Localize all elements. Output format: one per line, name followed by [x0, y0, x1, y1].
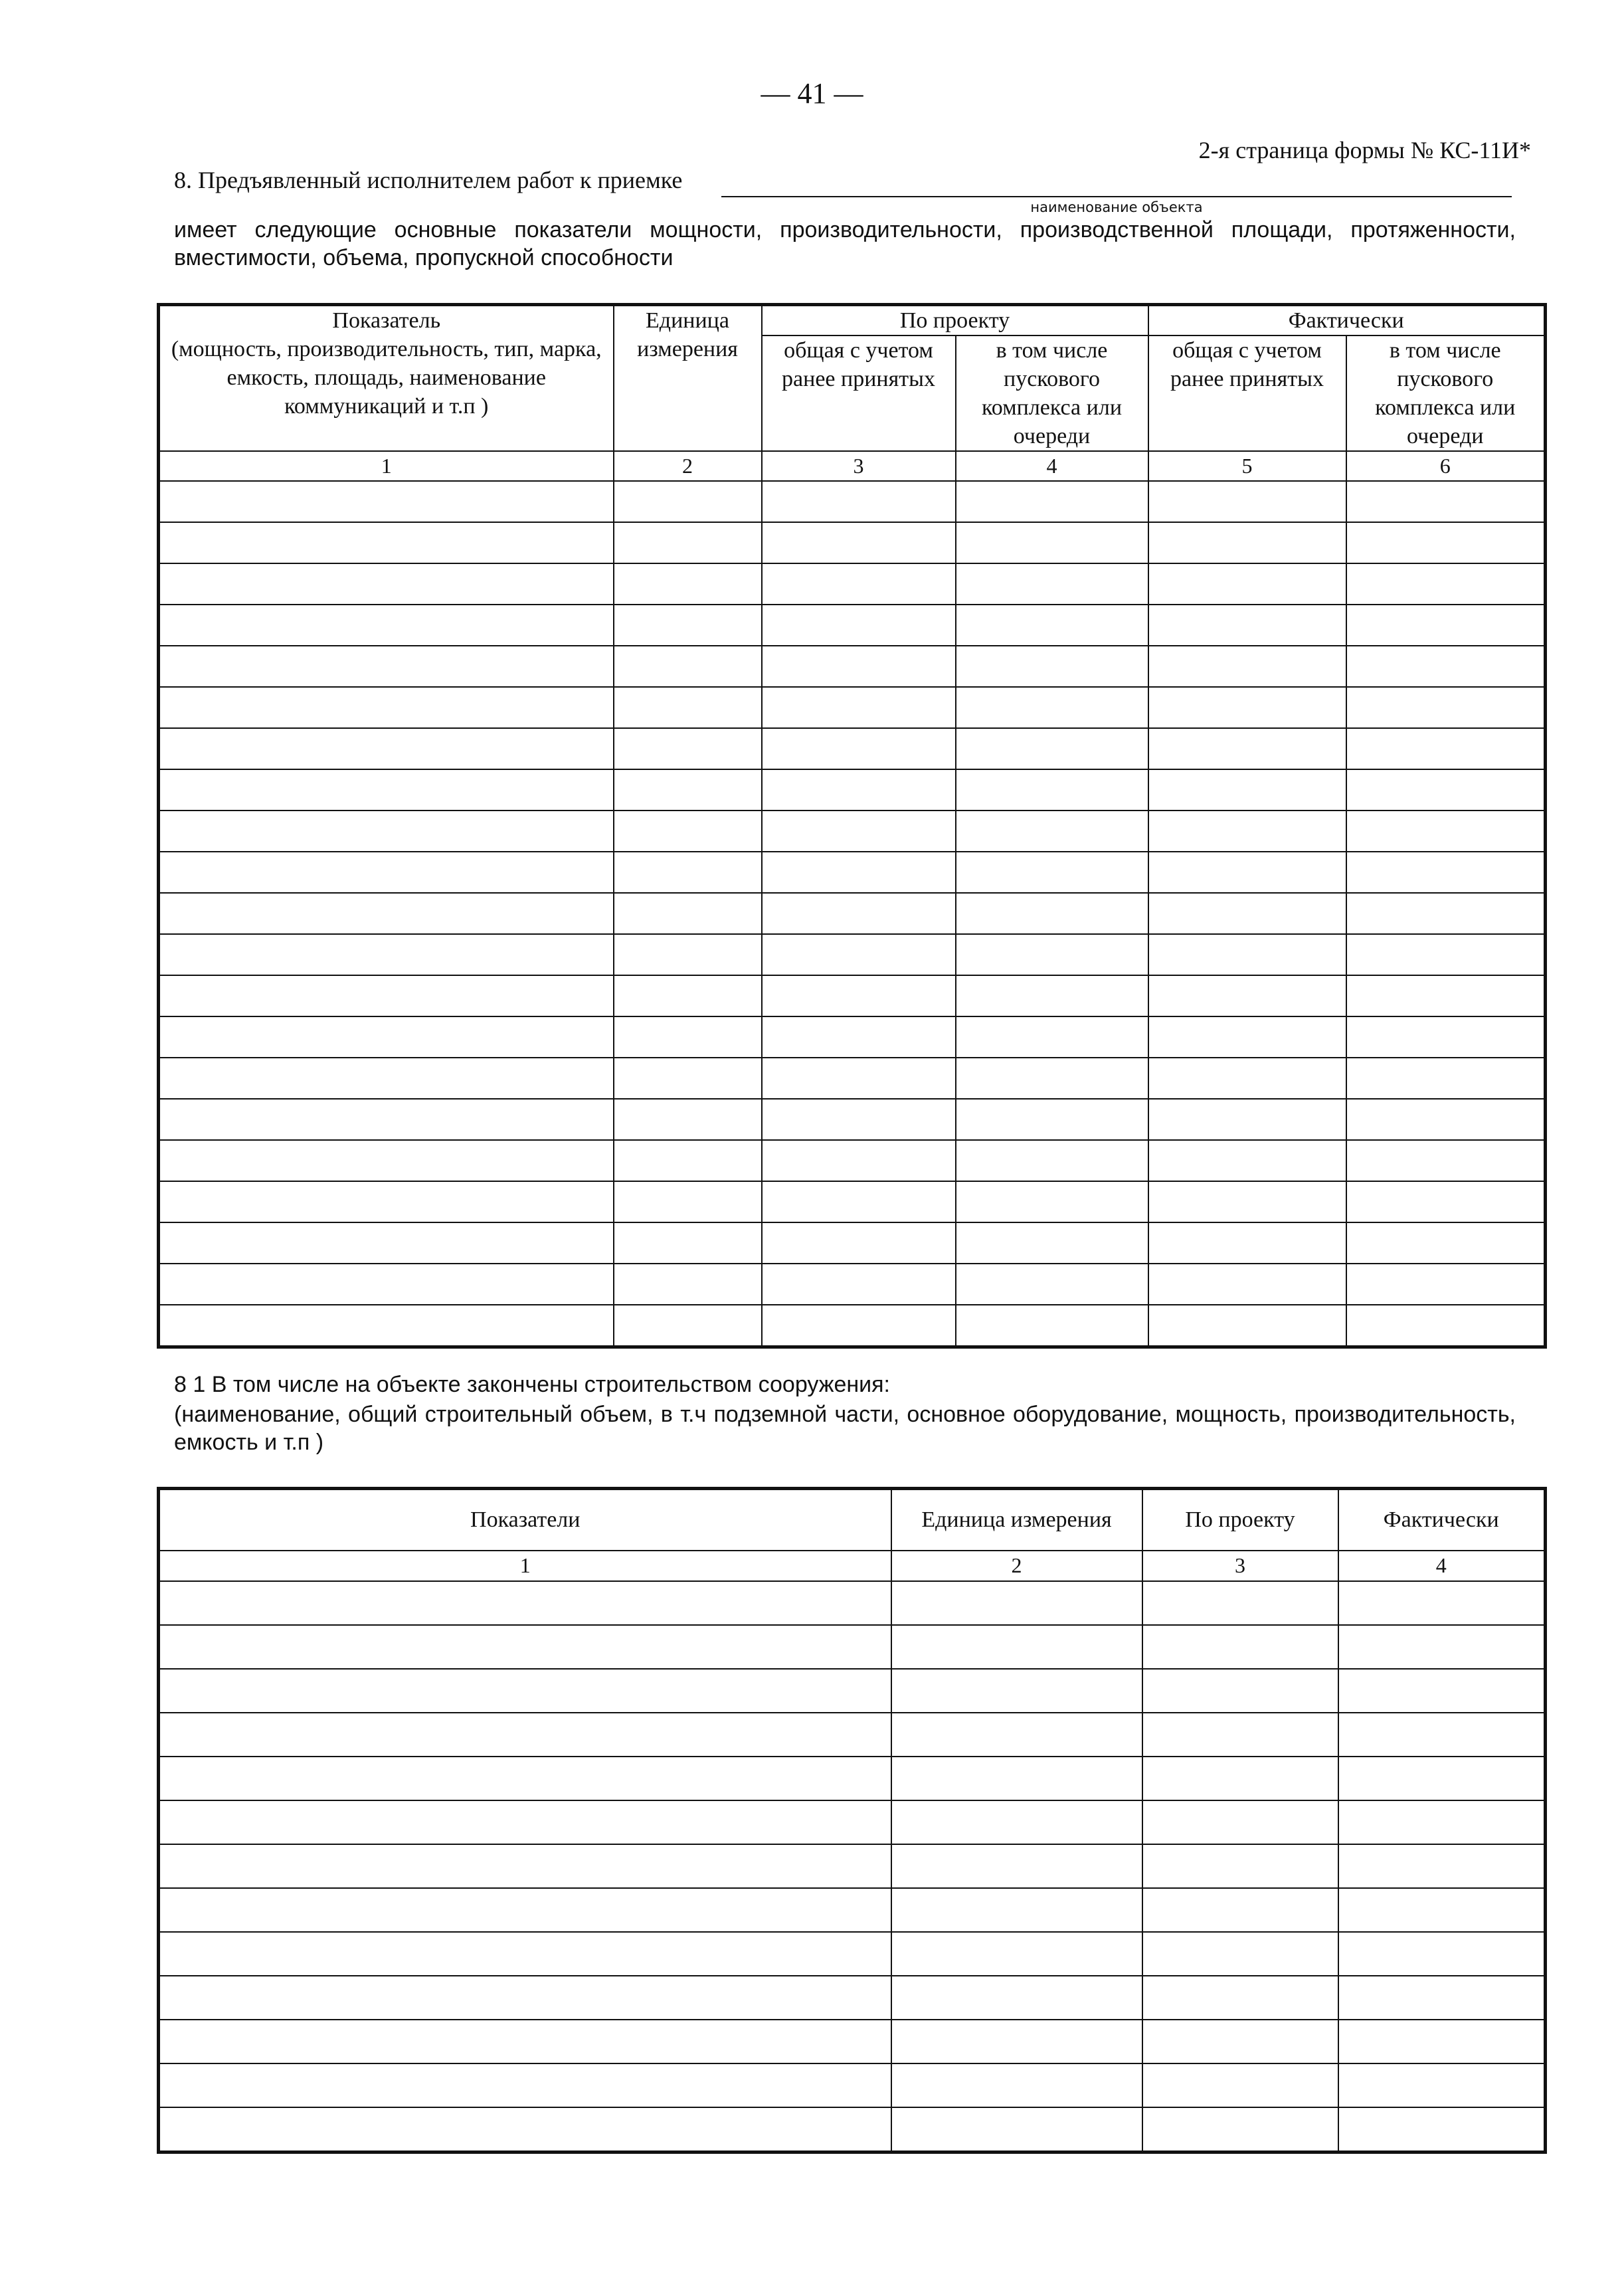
table-cell[interactable]: [1148, 1016, 1346, 1058]
table-cell[interactable]: [1338, 2020, 1546, 2063]
table-cell[interactable]: [1338, 2063, 1546, 2107]
table-row: [159, 769, 1546, 811]
table-cell[interactable]: [1346, 1140, 1546, 1181]
table-cell[interactable]: [956, 852, 1148, 893]
table-cell[interactable]: [1346, 1222, 1546, 1264]
table-cell[interactable]: [1142, 2020, 1338, 2063]
table-row: [159, 1888, 1546, 1932]
table-cell[interactable]: [762, 1016, 956, 1058]
table-row: [159, 646, 1546, 687]
table-row: [159, 1757, 1546, 1800]
header-unit: Единица измерения: [614, 305, 762, 452]
table-cell[interactable]: [159, 811, 614, 852]
table-cell[interactable]: [614, 1099, 762, 1140]
table-cell[interactable]: [1148, 1222, 1346, 1264]
table-cell[interactable]: [762, 769, 956, 811]
header-by-project: По проекту: [1142, 1489, 1338, 1551]
table-cell[interactable]: [956, 1058, 1148, 1099]
table-cell[interactable]: [159, 1581, 891, 1625]
table-cell[interactable]: [159, 1800, 891, 1844]
table-row: [159, 1305, 1546, 1347]
table-cell[interactable]: [159, 1713, 891, 1757]
table-cell[interactable]: [1148, 852, 1346, 893]
table-row: [159, 1932, 1546, 1976]
table-cell[interactable]: [614, 522, 762, 563]
table-row: [159, 687, 1546, 728]
table-row: [159, 563, 1546, 605]
table-cell[interactable]: [891, 1976, 1142, 2020]
table-cell[interactable]: [956, 522, 1148, 563]
column-number: 1: [159, 451, 614, 481]
table-cell[interactable]: [614, 1016, 762, 1058]
table-row: [159, 605, 1546, 646]
table-cell[interactable]: [1346, 563, 1546, 605]
table-cell[interactable]: [159, 1222, 614, 1264]
table-cell[interactable]: [1346, 852, 1546, 893]
table-cell[interactable]: [762, 852, 956, 893]
table-cell[interactable]: [891, 1581, 1142, 1625]
table-cell[interactable]: [1346, 481, 1546, 522]
header-by-project: По проекту: [762, 305, 1148, 336]
form-reference: 2-я страница формы № КС-11И*: [1198, 137, 1531, 163]
table-cell[interactable]: [762, 1140, 956, 1181]
table-cell[interactable]: [1346, 728, 1546, 769]
table-cell[interactable]: [762, 1058, 956, 1099]
table-cell[interactable]: [159, 2107, 891, 2152]
table-cell[interactable]: [614, 563, 762, 605]
table-cell[interactable]: [159, 1888, 891, 1932]
table-cell[interactable]: [159, 893, 614, 934]
column-number: 5: [1148, 451, 1346, 481]
table-cell[interactable]: [1346, 811, 1546, 852]
table-cell[interactable]: [159, 728, 614, 769]
table-cell[interactable]: [956, 605, 1148, 646]
table-cell[interactable]: [891, 1625, 1142, 1669]
table-cell[interactable]: [1346, 646, 1546, 687]
table-cell[interactable]: [1338, 1932, 1546, 1976]
header-project-total: общая с учетом ранее принятых: [762, 335, 956, 451]
table-cell[interactable]: [159, 646, 614, 687]
table-row: [159, 1222, 1546, 1264]
table-cell[interactable]: [891, 1932, 1142, 1976]
table-cell[interactable]: [159, 563, 614, 605]
table-cell[interactable]: [159, 1976, 891, 2020]
table-row: [159, 1140, 1546, 1181]
table-row: [159, 893, 1546, 934]
table-row: [159, 1264, 1546, 1305]
table-cell[interactable]: [956, 563, 1148, 605]
table-cell[interactable]: [159, 852, 614, 893]
table-cell[interactable]: [1142, 1625, 1338, 1669]
table-cell[interactable]: [1346, 522, 1546, 563]
table-cell[interactable]: [1346, 1305, 1546, 1347]
table-cell[interactable]: [159, 1181, 614, 1222]
table-row: [159, 728, 1546, 769]
table-cell[interactable]: [1142, 2063, 1338, 2107]
table-cell[interactable]: [956, 893, 1148, 934]
table-cell[interactable]: [762, 1181, 956, 1222]
table-cell[interactable]: [1346, 893, 1546, 934]
table-cell[interactable]: [956, 687, 1148, 728]
table-row: [159, 1099, 1546, 1140]
table-cell[interactable]: [1148, 769, 1346, 811]
table-cell[interactable]: [614, 893, 762, 934]
table-cell[interactable]: [1142, 1932, 1338, 1976]
table-cell[interactable]: [762, 605, 956, 646]
table-cell[interactable]: [1346, 1264, 1546, 1305]
table-row: [159, 1181, 1546, 1222]
table-cell[interactable]: [956, 934, 1148, 975]
table-cell[interactable]: [614, 1222, 762, 1264]
column-number-row: [159, 451, 1546, 481]
table-cell[interactable]: [762, 934, 956, 975]
table-cell[interactable]: [614, 934, 762, 975]
table-cell[interactable]: [956, 975, 1148, 1016]
table-cell[interactable]: [1148, 1305, 1346, 1347]
table-cell[interactable]: [159, 2063, 891, 2107]
column-number: 1: [159, 1551, 891, 1581]
table-cell[interactable]: [1148, 1181, 1346, 1222]
page-number: — 41 —: [761, 77, 863, 110]
table-cell[interactable]: [891, 1669, 1142, 1713]
table-cell[interactable]: [1148, 1099, 1346, 1140]
table-cell[interactable]: [1338, 1713, 1546, 1757]
table-cell[interactable]: [1346, 1099, 1546, 1140]
table-cell[interactable]: [1338, 1757, 1546, 1800]
table-row: [159, 811, 1546, 852]
table-cell[interactable]: [762, 481, 956, 522]
table-cell[interactable]: [1142, 1888, 1338, 1932]
table-row: [159, 1713, 1546, 1757]
table-cell[interactable]: [891, 1844, 1142, 1888]
column-number-row: [159, 1551, 1546, 1581]
table-cell[interactable]: [1148, 1140, 1346, 1181]
table-cell[interactable]: [614, 1181, 762, 1222]
table-cell[interactable]: [956, 769, 1148, 811]
table-cell[interactable]: [1338, 1976, 1546, 2020]
table-cell[interactable]: [762, 687, 956, 728]
table-cell[interactable]: [956, 646, 1148, 687]
table-row: [159, 481, 1546, 522]
table-row: [159, 1581, 1546, 1625]
table-cell[interactable]: [159, 1932, 891, 1976]
table-cell[interactable]: [614, 646, 762, 687]
table-cell[interactable]: [614, 811, 762, 852]
table-cell[interactable]: [614, 687, 762, 728]
table-cell[interactable]: [1346, 975, 1546, 1016]
table-cell[interactable]: [956, 728, 1148, 769]
table-cell[interactable]: [614, 852, 762, 893]
table-row: [159, 1976, 1546, 2020]
table-cell[interactable]: [614, 1058, 762, 1099]
table-cell[interactable]: [762, 646, 956, 687]
table-cell[interactable]: [891, 1800, 1142, 1844]
table-cell[interactable]: [956, 1140, 1148, 1181]
column-number: 3: [762, 451, 956, 481]
table-cell[interactable]: [614, 1264, 762, 1305]
table-cell[interactable]: [159, 687, 614, 728]
table-cell[interactable]: [159, 1016, 614, 1058]
table-cell[interactable]: [956, 1181, 1148, 1222]
table-cell[interactable]: [159, 1625, 891, 1669]
table-row: [159, 2063, 1546, 2107]
table-cell[interactable]: [1338, 1581, 1546, 1625]
table-row: [159, 1016, 1546, 1058]
table-cell[interactable]: [1346, 769, 1546, 811]
table-cell[interactable]: [1338, 1800, 1546, 1844]
indicators-table: [157, 303, 1547, 1349]
table-cell[interactable]: [762, 728, 956, 769]
table-row: [159, 1058, 1546, 1099]
table-row: [159, 2107, 1546, 2152]
table-cell[interactable]: [956, 1016, 1148, 1058]
table-row: [159, 2020, 1546, 2063]
table-cell[interactable]: [1142, 1757, 1338, 1800]
table-cell[interactable]: [1142, 1800, 1338, 1844]
section-8-1-title: 8 1 В том числе на объекте закончены строительством сооружения:: [174, 1372, 891, 1397]
table-row: [159, 934, 1546, 975]
table-cell[interactable]: [614, 728, 762, 769]
table-cell[interactable]: [762, 1264, 956, 1305]
table-cell[interactable]: [956, 1222, 1148, 1264]
table-cell[interactable]: [956, 481, 1148, 522]
table-cell[interactable]: [762, 1099, 956, 1140]
table-cell[interactable]: [1142, 1844, 1338, 1888]
header-actual-launch: в том числе пускового комплекса или очереди: [1346, 335, 1546, 451]
table-cell[interactable]: [159, 1099, 614, 1140]
column-number: 4: [1338, 1551, 1546, 1581]
table-cell[interactable]: [614, 1140, 762, 1181]
table-cell[interactable]: [1148, 522, 1346, 563]
object-name-caption: наименование объекта: [1030, 199, 1203, 215]
header-indicator-title: Показатель: [332, 308, 441, 333]
table-cell[interactable]: [614, 1305, 762, 1347]
header-actual-total: общая с учетом ранее принятых: [1148, 335, 1346, 451]
table-cell[interactable]: [956, 1305, 1148, 1347]
table-cell[interactable]: [762, 893, 956, 934]
table-row: [159, 852, 1546, 893]
table-cell[interactable]: [159, 1305, 614, 1347]
section-8-text: имеет следующие основные показатели мощности, производительности, производственной площади, протяженности, вместимости, объема, пропускной способности: [174, 217, 1516, 270]
header-unit: Единица измерения: [891, 1489, 1142, 1551]
table-cell[interactable]: [1346, 687, 1546, 728]
table-cell[interactable]: [1148, 934, 1346, 975]
table-cell[interactable]: [762, 975, 956, 1016]
header-actual: Фактически: [1338, 1489, 1546, 1551]
table-cell[interactable]: [159, 934, 614, 975]
column-number: 4: [956, 451, 1148, 481]
table-row: [159, 1800, 1546, 1844]
table-cell[interactable]: [1148, 893, 1346, 934]
table-cell[interactable]: [1346, 605, 1546, 646]
table-cell[interactable]: [762, 811, 956, 852]
table-cell[interactable]: [762, 1222, 956, 1264]
table-cell[interactable]: [159, 1844, 891, 1888]
table-cell[interactable]: [159, 605, 614, 646]
table-cell[interactable]: [1346, 1058, 1546, 1099]
table-cell[interactable]: [159, 1757, 891, 1800]
table-cell[interactable]: [1148, 975, 1346, 1016]
table-cell[interactable]: [1346, 1181, 1546, 1222]
table-cell[interactable]: [159, 1058, 614, 1099]
table-cell[interactable]: [891, 2107, 1142, 2152]
table-cell[interactable]: [1148, 811, 1346, 852]
table-cell[interactable]: [1338, 1625, 1546, 1669]
table-cell[interactable]: [1142, 1976, 1338, 2020]
table-cell[interactable]: [159, 975, 614, 1016]
table-cell[interactable]: [159, 1140, 614, 1181]
table-cell[interactable]: [1148, 646, 1346, 687]
table-cell[interactable]: [159, 1669, 891, 1713]
table-cell[interactable]: [891, 1888, 1142, 1932]
table-cell[interactable]: [956, 1264, 1148, 1305]
table-cell[interactable]: [762, 1305, 956, 1347]
table-row: [159, 522, 1546, 563]
table-cell[interactable]: [1148, 687, 1346, 728]
section-8-lead: 8. Предъявленный исполнителем работ к приемке: [174, 167, 683, 193]
table-cell[interactable]: [159, 522, 614, 563]
table-cell[interactable]: [1142, 1581, 1338, 1625]
table-cell[interactable]: [1346, 1016, 1546, 1058]
table-cell[interactable]: [614, 975, 762, 1016]
table-cell[interactable]: [614, 769, 762, 811]
column-number: 2: [614, 451, 762, 481]
column-number: 3: [1142, 1551, 1338, 1581]
table-cell[interactable]: [1142, 1713, 1338, 1757]
table-cell[interactable]: [1148, 563, 1346, 605]
table-cell[interactable]: [159, 481, 614, 522]
table-cell[interactable]: [891, 2063, 1142, 2107]
table-cell[interactable]: [1338, 1669, 1546, 1713]
table-cell[interactable]: [614, 481, 762, 522]
table-cell[interactable]: [1338, 1888, 1546, 1932]
table-cell[interactable]: [891, 2020, 1142, 2063]
column-number: 6: [1346, 451, 1546, 481]
table-cell[interactable]: [1338, 1844, 1546, 1888]
table-cell[interactable]: [1142, 2107, 1338, 2152]
table-cell[interactable]: [891, 1757, 1142, 1800]
table-cell[interactable]: [891, 1713, 1142, 1757]
table-row: [159, 975, 1546, 1016]
table-cell[interactable]: [159, 1264, 614, 1305]
table-cell[interactable]: [762, 522, 956, 563]
table-cell[interactable]: [1148, 728, 1346, 769]
table-cell[interactable]: [1148, 1264, 1346, 1305]
object-name-line: [721, 196, 1512, 197]
table-row: [159, 1669, 1546, 1713]
table-cell[interactable]: [1346, 934, 1546, 975]
header-actual: Фактически: [1148, 305, 1546, 336]
table-row: [159, 1844, 1546, 1888]
table-cell[interactable]: [956, 1099, 1148, 1140]
table-cell[interactable]: [1148, 605, 1346, 646]
header-project-launch: в том числе пускового комплекса или очереди: [956, 335, 1148, 451]
column-number: 2: [891, 1551, 1142, 1581]
table-cell[interactable]: [614, 605, 762, 646]
section-8-1-text: (наименование, общий строительный объем, в т.ч подземной части, основное оборудование, мощность, производительность, емкость и т.п ): [174, 1402, 1516, 1455]
table-cell[interactable]: [762, 563, 956, 605]
table-cell[interactable]: [159, 2020, 891, 2063]
table-cell[interactable]: [159, 769, 614, 811]
table-cell[interactable]: [1148, 481, 1346, 522]
structures-table: [157, 1487, 1547, 2154]
table-row: [159, 1625, 1546, 1669]
header-indicator: [159, 305, 614, 452]
header-indicators: Показатели: [159, 1489, 891, 1551]
header-indicator-note: (мощность, производительность, тип, марка, емкость, площадь, наименование коммуникаций и т.п ): [171, 337, 602, 419]
table-cell[interactable]: [1142, 1669, 1338, 1713]
table-cell[interactable]: [1148, 1058, 1346, 1099]
table-cell[interactable]: [956, 811, 1148, 852]
table-cell[interactable]: [1338, 2107, 1546, 2152]
